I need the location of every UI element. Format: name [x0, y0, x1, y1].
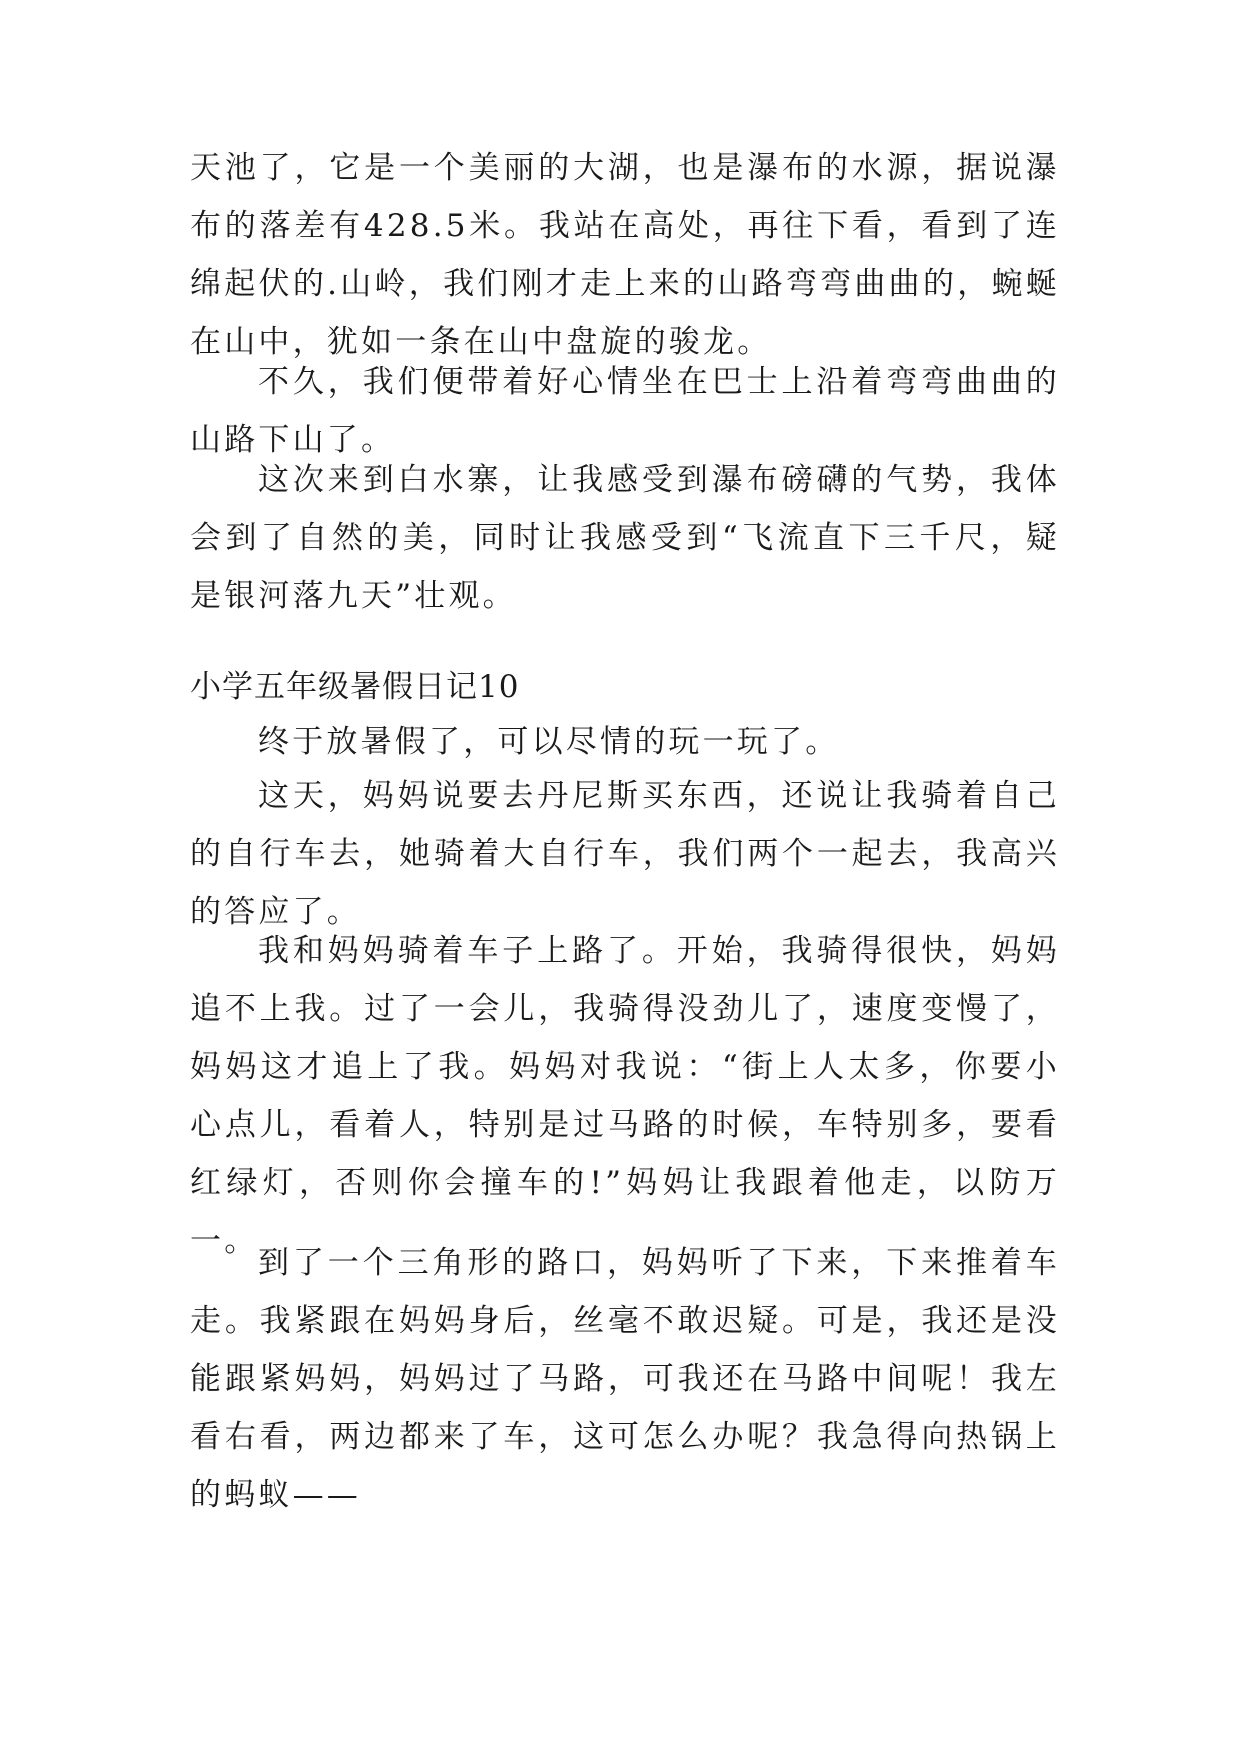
paragraph-dannisi: 这天，妈妈说要去丹尼斯买东西，还说让我骑着自己的自行车去，她骑着大自行车，我们两个一起去，我高兴的答应了。 — [190, 778, 1060, 930]
paragraph-fangshujia: 终于放暑假了，可以尽情的玩一玩了。 — [258, 724, 840, 760]
paragraph-qiche: 我和妈妈骑着车子上路了。开始，我骑得很快，妈妈追不上我。过了一会儿，我骑得没劲儿了，速度变慢了，妈妈这才追上了我。妈妈对我说：“街上人太多，你要小心点儿，看着人，特别是过马路的时候，车特别多，要看红绿灯，否则你会撞车的!”妈妈让我跟着他走，以防万一。 — [190, 933, 1060, 1259]
paragraph-lukou: 到了一个三角形的路口，妈妈听了下来，下来推着车走。我紧跟在妈妈身后，丝毫不敢迟疑。可是，我还是没能跟紧妈妈，妈妈过了马路，可我还在马路中间呢！我左看右看，两边都来了车，这可怎么办呢？我急得向热锅上的蚂蚁—— — [190, 1245, 1060, 1513]
paragraph-xiashan: 不久，我们便带着好心情坐在巴士上沿着弯弯曲曲的山路下山了。 — [190, 364, 1060, 458]
paragraph-tianchi: 天池了，它是一个美丽的大湖，也是瀑布的水源，据说瀑布的落差有428.5米。我站在高处，再往下看，看到了连绵起伏的.山岭，我们刚才走上来的山路弯弯曲曲的，蜿蜒在山中，犹如一条在山中盘旋的骏龙。 — [190, 150, 1060, 360]
section-title: 小学五年级暑假日记10 — [190, 669, 520, 705]
paragraph-baishuizhai: 这次来到白水寨，让我感受到瀑布磅礴的气势，我体会到了自然的美，同时让我感受到“飞流直下三千尺，疑是银河落九天”壮观。 — [190, 462, 1060, 614]
